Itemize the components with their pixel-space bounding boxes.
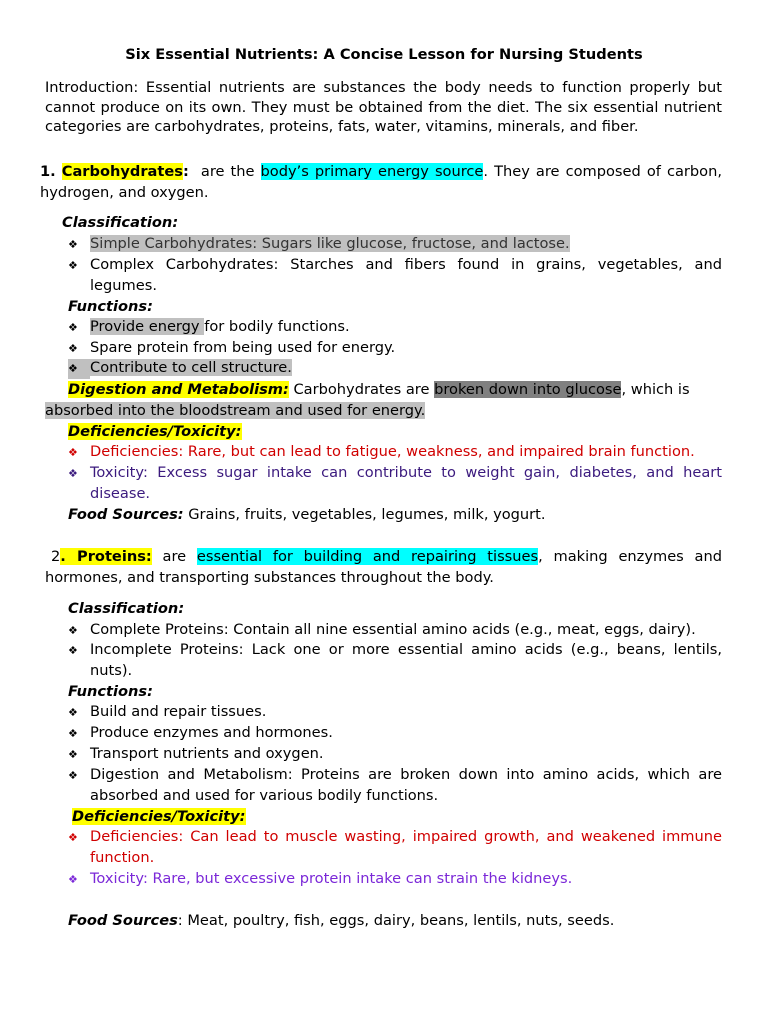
carbs-lead: are the [188, 163, 261, 180]
proteins-heading: . Proteins: [60, 548, 152, 565]
carbs-digestion-line: Digestion and Metabolism: Carbohydrates are broken down into glucose, which is [68, 381, 690, 398]
proteins-class-item-2: Incomplete Proteins: Lack one or more essential amino acids (e.g., beans, lentils, nuts). [90, 641, 722, 679]
bullet-icon: ❖ [68, 342, 78, 355]
bullet-icon: ❖ [68, 259, 78, 272]
intro-paragraph: Introduction: Essential nutrients are substances the body needs to function properly but cannot produce on its own. They must be obtained from the diet. The six essential nutrient categories are carbohydrates, proteins, fats, water, vitamins, minerals, and fiber. [45, 79, 722, 135]
proteins-deficiency-label: Deficiencies/Toxicity: [72, 808, 246, 825]
proteins-function-1: Build and repair tissues. [90, 703, 267, 720]
proteins-functions-label: Functions: [68, 683, 153, 700]
carbs-function-2: Spare protein from being used for energy. [90, 339, 396, 356]
proteins-function-4: Digestion and Metabolism: Proteins are broken down into amino acids, which are absorbed and used for various bodily functions. [90, 766, 722, 804]
carbs-highlight: body’s primary energy source [260, 163, 484, 180]
carbs-heading: Carbohydrates [61, 163, 183, 180]
proteins-toxicity: Toxicity: Rare, but excessive protein intake can strain the kidneys. [90, 870, 573, 887]
carbs-deficiencies: Deficiencies: Rare, but can lead to fatigue, weakness, and impaired brain function. [90, 443, 695, 460]
carbs-function-3: Contribute to cell structure. [90, 359, 292, 376]
carbs-deficiency-label: Deficiencies/Toxicity: [68, 423, 242, 440]
proteins-deficiencies: Deficiencies: Can lead to muscle wasting, impaired growth, and weakened immune function. [90, 828, 722, 866]
proteins-heading-paragraph: 2. Proteins: are essential for building and repairing tissues, making enzymes and hormones, and transporting substances throughout the body. [45, 548, 722, 586]
bullet-icon: ❖ [68, 769, 78, 782]
bullet-icon: ❖ [68, 238, 78, 251]
page-title: Six Essential Nutrients: A Concise Lesson for Nursing Students [125, 46, 643, 63]
carbs-rest: . They are composed of carbon, hydrogen, and oxygen. [40, 163, 722, 201]
proteins-class-item-1: Complete Proteins: Contain all nine essential amino acids (e.g., meat, eggs, dairy). [90, 621, 696, 638]
carbs-class-item-2: Complex Carbohydrates: Starches and fibers found in grains, vegetables, and legumes. [90, 256, 722, 294]
bullet-icon: ❖ [68, 624, 78, 637]
proteins-function-2: Produce enzymes and hormones. [90, 724, 333, 741]
carbs-classification-label: Classification: [62, 214, 179, 231]
bullet-icon: ❖ [68, 706, 78, 719]
carbs-food-sources: Food Sources: Grains, fruits, vegetables, legumes, milk, yogurt. [68, 506, 546, 523]
proteins-food-sources: Food Sources: Meat, poultry, fish, eggs, dairy, beans, lentils, nuts, seeds. [68, 912, 615, 929]
proteins-highlight: essential for building and repairing tissues [196, 548, 539, 565]
bullet-icon: ❖ [68, 467, 78, 480]
carbs-digestion-label: Digestion and Metabolism: [68, 381, 289, 398]
bullet-icon: ❖ [68, 644, 78, 657]
bullet-icon: ❖ [68, 446, 78, 459]
bullet-icon: ❖ [68, 873, 78, 886]
proteins-number: 2 [51, 548, 61, 565]
bullet-icon: ❖ [68, 831, 78, 844]
carbs-toxicity: Toxicity: Excess sugar intake can contribute to weight gain, diabetes, and heart disease. [90, 464, 722, 502]
carbs-heading-paragraph [40, 161, 722, 203]
carbs-number: 1. [40, 163, 56, 180]
carbs-class-item-1: Simple Carbohydrates: Sugars like glucose, fructose, and lactose. [90, 235, 570, 252]
carbs-function-1: Provide energy for bodily functions. [90, 318, 350, 335]
carbs-functions-label: Functions: [68, 298, 153, 315]
bullet-icon: ❖ [68, 727, 78, 740]
proteins-function-3: Transport nutrients and oxygen. [90, 745, 324, 762]
carbs-digestion-line-2: absorbed into the bloodstream and used for energy. [45, 402, 426, 419]
bullet-icon: ❖ [68, 321, 78, 334]
bullet-icon: ❖ [68, 748, 78, 761]
bullet-icon: ❖ [68, 359, 90, 379]
proteins-classification-label: Classification: [68, 600, 185, 617]
carbs-colon: : [182, 163, 189, 180]
carbs-digestion-highlight: broken down into glucose [434, 381, 622, 398]
